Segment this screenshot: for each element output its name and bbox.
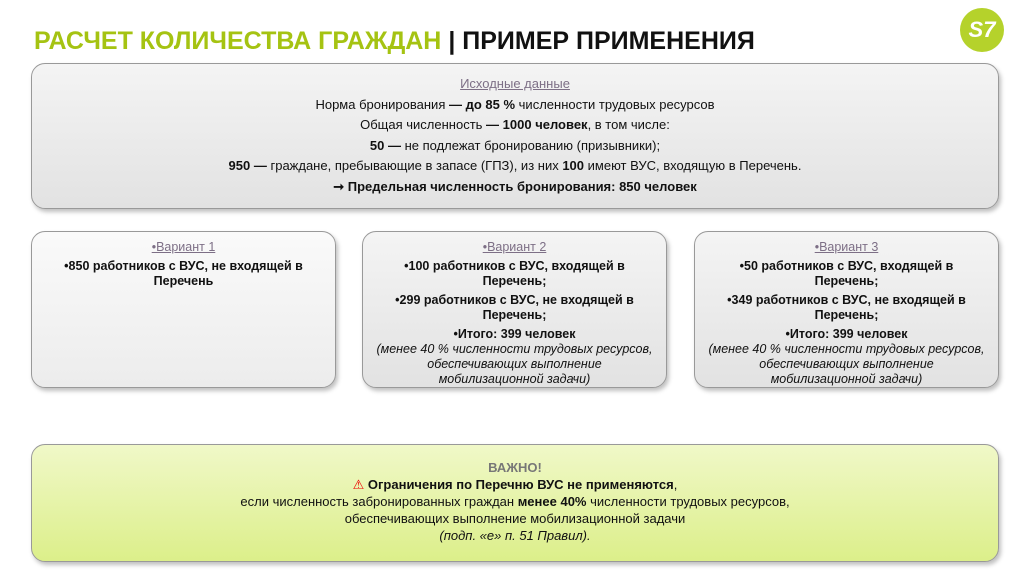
variant-1-box	[31, 231, 336, 388]
source-line: 50 — не подлежат бронированию (призывники);	[369, 137, 661, 153]
warning-icon: ⚠	[352, 477, 365, 492]
variant-note: (менее 40 % численности трудовых ресурсов, обеспечивающих выполнение мобилизационной задачи)	[708, 342, 985, 386]
variant-heading: •Вариант 3	[814, 240, 879, 254]
important-box: ВАЖНО! ⚠ Ограничения по Перечню ВУС не применяются, если численность забронированных граждан менее 40% численности трудовых ресурсов, обеспечивающих выполнение мобилизационной задачи (подп. «е» п. 51 Правил).	[31, 444, 999, 562]
rule-reference: (подп. «е» п. 51 Правил).	[439, 528, 591, 543]
variant-total: •Итого: 399 человек	[453, 327, 576, 341]
variant-item: •850 работников с ВУС, не входящей в Перечень	[64, 259, 303, 288]
variant-total: •Итого: 399 человек	[785, 327, 908, 341]
source-result: ➞ Предельная численность бронирования: 850 человек	[333, 178, 697, 194]
s7-logo: S7	[960, 8, 1004, 52]
source-line: Общая численность — 1000 человек, в том числе:	[360, 117, 670, 132]
source-line: 950 — граждане, пребывающие в запасе (ГПЗ), из них 100 имеют ВУС, входящую в Перечень.	[228, 158, 802, 173]
variant-heading: •Вариант 1	[151, 240, 216, 254]
page-title: РАСЧЕТ КОЛИЧЕСТВА ГРАЖДАН | ПРИМЕР ПРИМЕНЕНИЯ	[34, 27, 755, 55]
important-heading: ВАЖНО!	[488, 460, 542, 475]
variant-3-box	[694, 231, 999, 388]
variant-item: •299 работников с ВУС, не входящей в Перечень;	[395, 293, 634, 322]
source-data-box	[31, 63, 999, 209]
variant-note: (менее 40 % численности трудовых ресурсов, обеспечивающих выполнение мобилизационной задачи)	[376, 342, 653, 386]
variant-item: •50 работников с ВУС, входящей в Перечень;	[739, 259, 954, 288]
variant-item: •100 работников с ВУС, входящей в Перечень;	[404, 259, 625, 288]
variant-heading: •Вариант 2	[482, 240, 547, 254]
source-line: Норма бронирования — до 85 % численности трудовых ресурсов	[315, 96, 715, 112]
variant-item: •349 работников с ВУС, не входящей в Перечень;	[727, 293, 966, 322]
source-heading: Исходные данные	[460, 76, 570, 91]
variant-2-box	[362, 231, 667, 388]
